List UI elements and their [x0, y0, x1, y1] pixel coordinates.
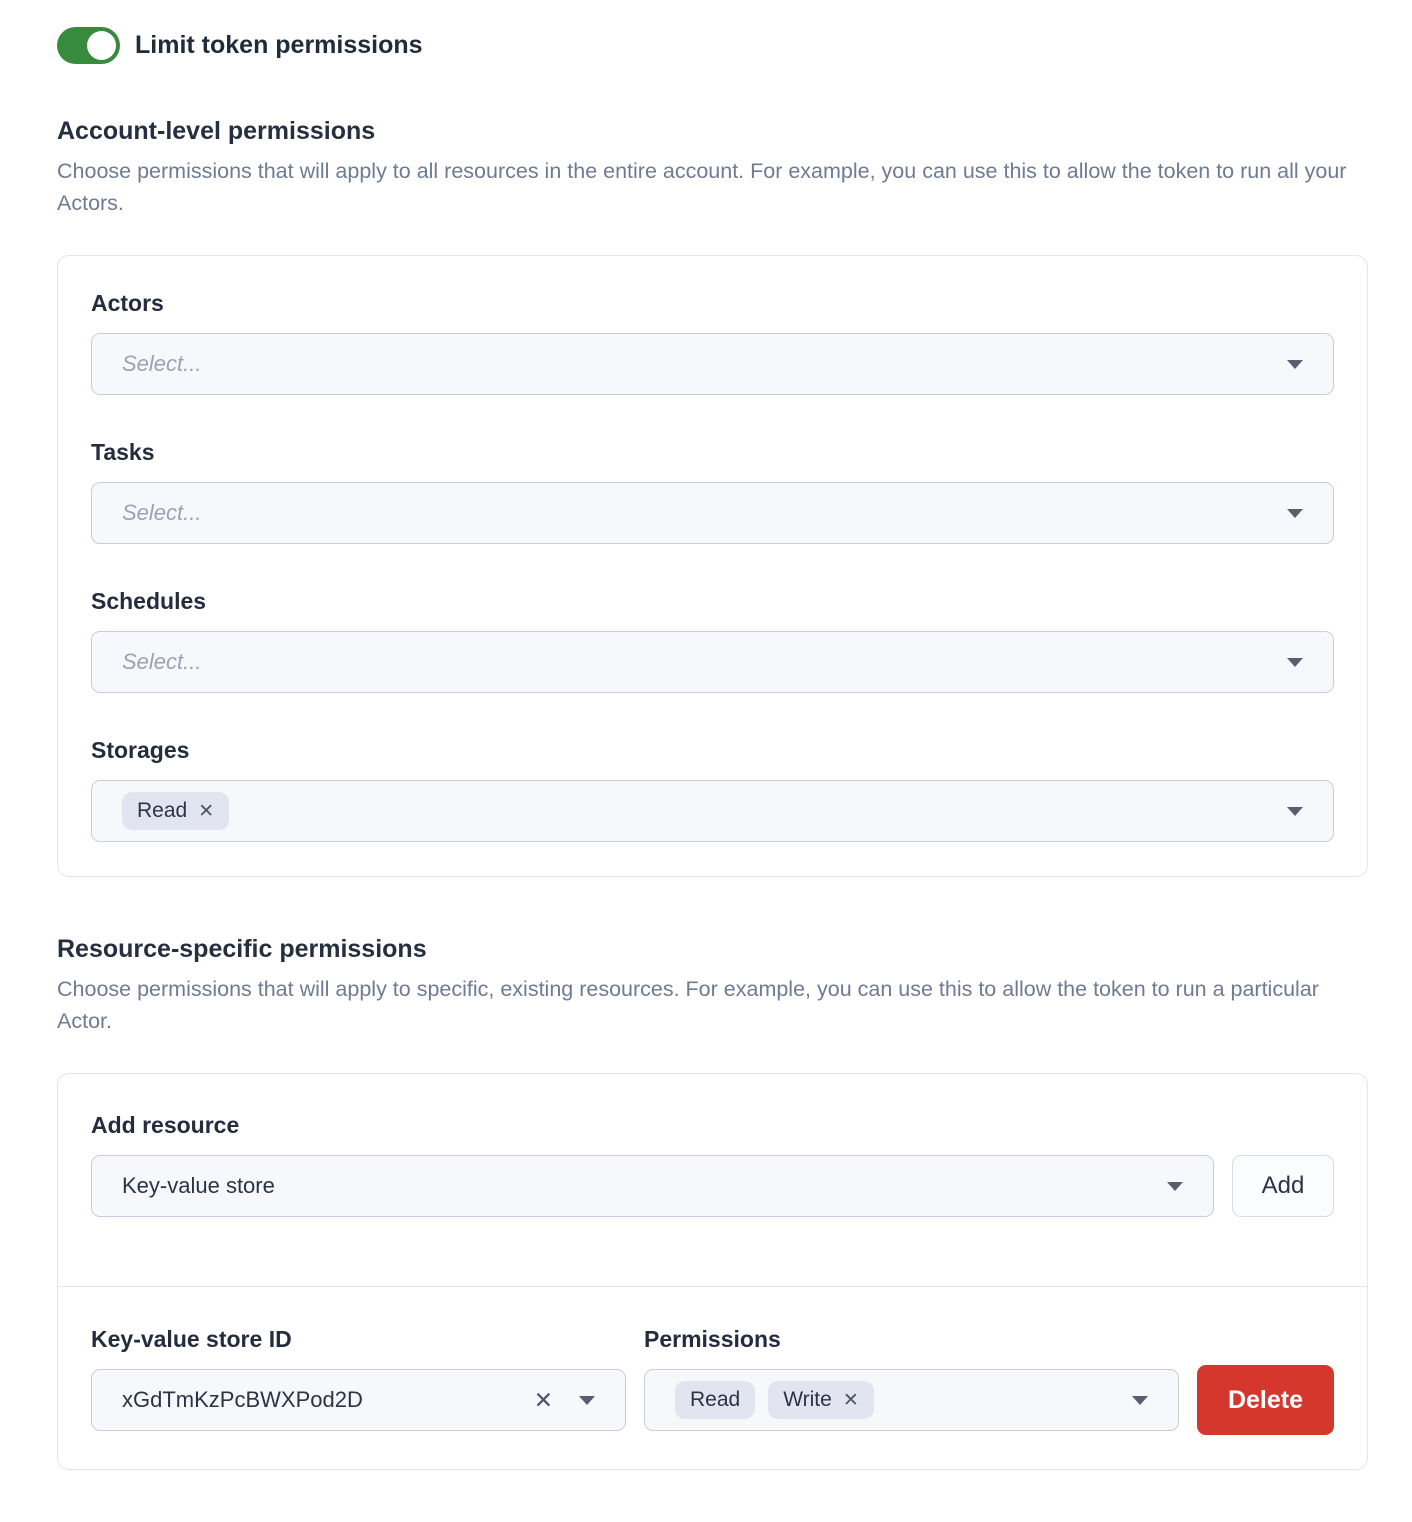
account-permissions-title: Account-level permissions [57, 117, 376, 145]
schedules-select[interactable] [91, 631, 1334, 693]
chip-label: Write [783, 1388, 832, 1412]
chevron-down-icon[interactable] [1287, 509, 1303, 518]
chevron-down-icon[interactable] [579, 1396, 595, 1405]
resource-type-value: Key-value store [122, 1173, 275, 1199]
limit-token-permissions-label: Limit token permissions [135, 31, 423, 59]
field-group-tasks [91, 439, 1334, 544]
chevron-down-icon[interactable] [1132, 1396, 1148, 1405]
remove-icon[interactable]: ✕ [842, 1389, 859, 1411]
resource-permissions-description: Choose permissions that will apply to specific, existing resources. For example, you can use this to allow the token to run a particular Actor. [57, 977, 1319, 1033]
chip-label: Read [137, 799, 188, 823]
limit-token-permissions-row [57, 27, 1368, 64]
chevron-down-icon[interactable] [1167, 1182, 1183, 1191]
account-permissions-description: Choose permissions that will apply to all resources in the entire account. For example, you can use this to allow the token to run all your Actors. [57, 159, 1347, 215]
schedules-label: Schedules [91, 588, 207, 615]
resource-entry-row [58, 1286, 1367, 1469]
resource-permissions-card [57, 1073, 1368, 1470]
limit-token-permissions-toggle[interactable] [57, 27, 120, 64]
permissions-column [644, 1326, 1179, 1431]
field-group-storages [91, 737, 1334, 842]
actors-placeholder: Select... [122, 351, 202, 377]
chevron-down-icon[interactable] [1287, 658, 1303, 667]
chip-label: Read [690, 1388, 741, 1412]
add-resource-section [58, 1074, 1367, 1286]
actors-select[interactable] [91, 333, 1334, 395]
account-permissions-card [57, 255, 1368, 877]
permission-chip-write [768, 1381, 874, 1419]
storages-select[interactable] [91, 780, 1334, 842]
add-resource-row [91, 1155, 1334, 1286]
permissions-select[interactable] [644, 1369, 1179, 1431]
permissions-label: Permissions [644, 1326, 781, 1353]
storages-chip-read [122, 792, 229, 830]
delete-resource-button[interactable]: Delete [1197, 1365, 1334, 1435]
key-value-store-id-label: Key-value store ID [91, 1326, 292, 1353]
key-value-store-id-value: xGdTmKzPcBWXPod2D [122, 1387, 363, 1413]
clear-icon[interactable]: ✕ [533, 1386, 553, 1413]
actors-label: Actors [91, 290, 164, 317]
schedules-placeholder: Select... [122, 649, 202, 675]
storages-label: Storages [91, 737, 190, 764]
field-group-schedules [91, 588, 1334, 693]
tasks-label: Tasks [91, 439, 155, 466]
resource-type-select[interactable] [91, 1155, 1214, 1217]
add-resource-label: Add resource [91, 1112, 240, 1139]
chevron-down-icon[interactable] [1287, 807, 1303, 816]
key-value-store-id-column [91, 1326, 626, 1431]
field-group-actors [91, 290, 1334, 395]
resource-permissions-title: Resource-specific permissions [57, 935, 427, 964]
tasks-placeholder: Select... [122, 500, 202, 526]
key-value-store-id-select[interactable] [91, 1369, 626, 1431]
add-resource-button[interactable]: Add [1232, 1155, 1334, 1217]
tasks-select[interactable] [91, 482, 1334, 544]
chevron-down-icon[interactable] [1287, 360, 1303, 369]
permission-chip-read [675, 1381, 755, 1419]
remove-icon[interactable]: ✕ [198, 800, 215, 822]
toggle-knob [87, 31, 116, 60]
select-icons [533, 1386, 595, 1413]
